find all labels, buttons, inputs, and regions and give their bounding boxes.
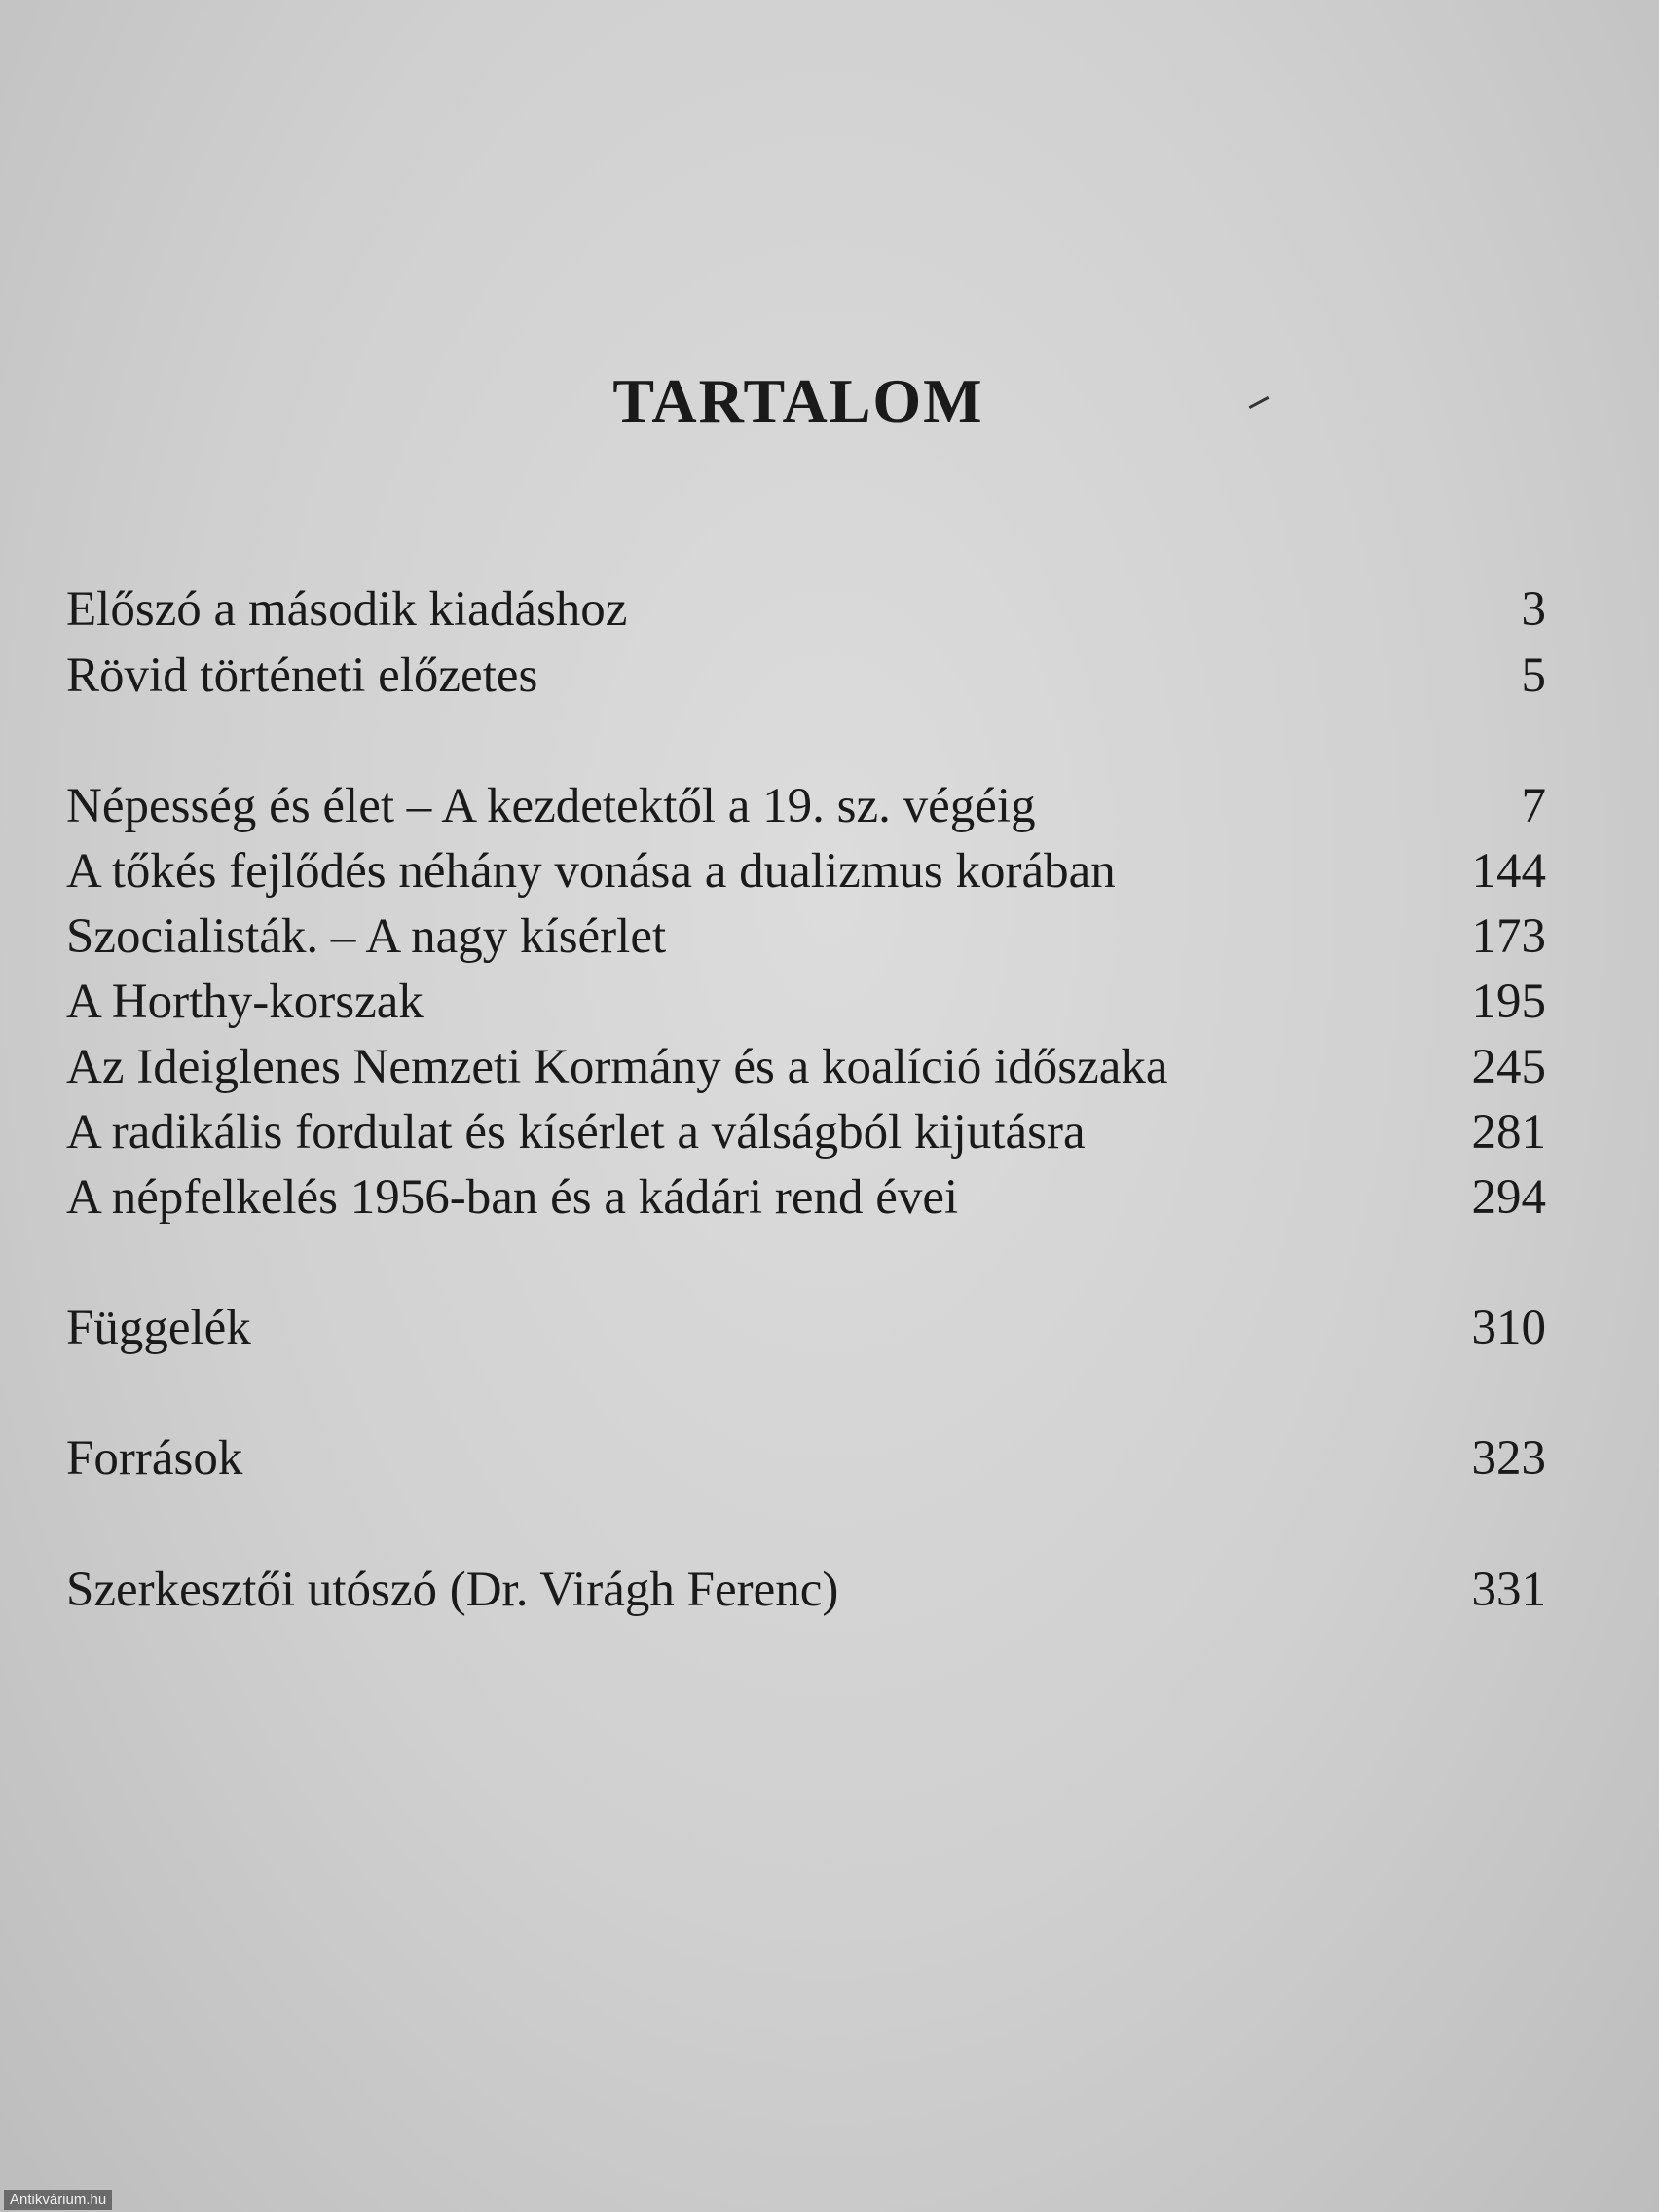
- toc-entry-label: A tőkés fejlődés néhány vonása a dualizmus korában: [66, 844, 1116, 899]
- toc-entry-label: Népesség és élet – A kezdetektől a 19. sz. végéig: [66, 779, 1036, 833]
- toc-entry: [66, 777, 1546, 835]
- toc-entry-page: 144: [1471, 844, 1546, 899]
- toc-entry-page: 245: [1471, 1040, 1546, 1094]
- toc-entry: [66, 1561, 1546, 1619]
- toc-entry-label: Az Ideiglenes Nemzeti Kormány és a koalíció időszaka: [66, 1040, 1168, 1094]
- toc-entry-page: 195: [1471, 975, 1546, 1029]
- toc-entry-page: 7: [1521, 779, 1546, 833]
- toc-entry: [66, 1038, 1546, 1096]
- toc-entry: [66, 1103, 1546, 1161]
- toc-entry: [66, 1429, 1546, 1488]
- toc-entry-page: 281: [1471, 1105, 1546, 1160]
- toc-entry: [66, 1299, 1546, 1357]
- toc-entry-label: Függelék: [66, 1301, 251, 1355]
- toc-entry-label: A Horthy-korszak: [66, 975, 424, 1029]
- toc-entry: [66, 1168, 1546, 1227]
- toc-entry: [66, 842, 1546, 901]
- toc-entry-label: A népfelkelés 1956-ban és a kádári rend évei: [66, 1170, 959, 1225]
- toc-entry-label: Szerkesztői utószó (Dr. Virágh Ferenc): [66, 1563, 839, 1617]
- toc-entry-page: 294: [1471, 1170, 1546, 1225]
- toc-entry-label: Források: [66, 1431, 243, 1486]
- toc-entry: [66, 973, 1546, 1031]
- toc-entry: [66, 907, 1546, 966]
- toc-entry-page: 5: [1521, 648, 1546, 703]
- toc-entry-page: 173: [1471, 909, 1546, 964]
- toc-entry-label: A radikális fordulat és kísérlet a válságból kijutásra: [66, 1105, 1086, 1160]
- watermark: Antikvárium.hu: [4, 2190, 112, 2210]
- toc-entry-page: 310: [1471, 1301, 1546, 1355]
- page-title: TARTALOM: [612, 366, 984, 435]
- toc-entry-page: 331: [1471, 1563, 1546, 1617]
- toc-entry-page: 323: [1471, 1431, 1546, 1486]
- toc-entry: [66, 646, 1546, 705]
- toc-entry-label: Rövid történeti előzetes: [66, 648, 538, 703]
- toc-entry: [66, 580, 1546, 639]
- toc-entry-page: 3: [1521, 582, 1546, 637]
- toc-entry-label: Szocialisták. – A nagy kísérlet: [66, 909, 667, 964]
- toc-entry-label: Előszó a második kiadáshoz: [66, 582, 628, 637]
